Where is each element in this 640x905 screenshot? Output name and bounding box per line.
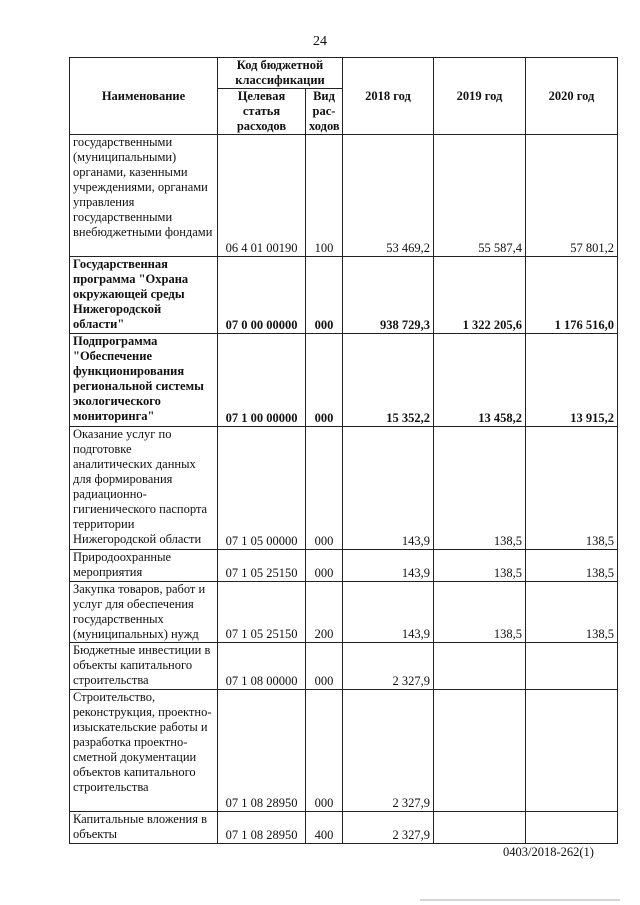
- row-2019: 1 322 205,6: [434, 257, 526, 334]
- row-expense-type: 400: [306, 812, 343, 844]
- row-code: 07 1 05 25150: [218, 582, 306, 643]
- row-2019: 55 587,4: [434, 135, 526, 257]
- row-name: Оказание услуг по подготовке аналитических данных для формирования радиационно-гигиенического паспорта территории Нижегородской области: [70, 427, 218, 550]
- row-2020: [526, 812, 618, 844]
- row-expense-type: 100: [306, 135, 343, 257]
- table-row: [70, 582, 618, 643]
- header-2020: 2020 год: [526, 58, 618, 135]
- scan-artifact-line: [420, 899, 620, 901]
- row-2020: 138,5: [526, 427, 618, 550]
- page-number: 24: [313, 34, 327, 49]
- table-row: [70, 812, 618, 844]
- row-name: Подпрограмма "Обеспечение функционирования региональной системы экологического мониторинга": [70, 334, 218, 427]
- row-2019: 138,5: [434, 550, 526, 582]
- header-name: Наименование: [70, 58, 218, 135]
- row-name: Строительство, реконструкция, проектно-изыскательские работы и разработка проектно-сметной документации объектов капитального строительства: [70, 690, 218, 812]
- row-2018: 2 327,9: [343, 643, 434, 690]
- row-expense-type: 000: [306, 550, 343, 582]
- row-code: 06 4 01 00190: [218, 135, 306, 257]
- row-2019: 138,5: [434, 582, 526, 643]
- row-code: 07 1 00 00000: [218, 334, 306, 427]
- table-row: [70, 135, 618, 257]
- row-expense-type: 200: [306, 582, 343, 643]
- table-row: [70, 334, 618, 427]
- row-expense-type: 000: [306, 257, 343, 334]
- table-row: [70, 690, 618, 812]
- row-2019: [434, 690, 526, 812]
- row-expense-type: 000: [306, 427, 343, 550]
- table-row: [70, 550, 618, 582]
- row-2018: 143,9: [343, 582, 434, 643]
- row-2020: 138,5: [526, 582, 618, 643]
- row-code: 07 1 08 00000: [218, 643, 306, 690]
- row-2019: [434, 643, 526, 690]
- row-2018: 2 327,9: [343, 690, 434, 812]
- row-2020: [526, 690, 618, 812]
- row-name: Закупка товаров, работ и услуг для обеспечения государственных (муниципальных) нужд: [70, 582, 218, 643]
- row-2019: 13 458,2: [434, 334, 526, 427]
- header-2019: 2019 год: [434, 58, 526, 135]
- row-code: 07 1 08 28950: [218, 812, 306, 844]
- row-2020: [526, 643, 618, 690]
- row-2019: 138,5: [434, 427, 526, 550]
- row-expense-type: 000: [306, 334, 343, 427]
- row-2018: 15 352,2: [343, 334, 434, 427]
- row-2018: 53 469,2: [343, 135, 434, 257]
- row-expense-type: 000: [306, 690, 343, 812]
- row-name: Природоохранные мероприятия: [70, 550, 218, 582]
- row-name: Бюджетные инвестиции в объекты капитального строительства: [70, 643, 218, 690]
- table-row: [70, 643, 618, 690]
- document-id: 0403/2018-262(1): [503, 845, 594, 859]
- row-2018: 2 327,9: [343, 812, 434, 844]
- header-2018: 2018 год: [343, 58, 434, 135]
- row-name: Капитальные вложения в объекты: [70, 812, 218, 844]
- header-code-group: Код бюджетной классификации: [218, 58, 343, 89]
- row-code: 07 1 08 28950: [218, 690, 306, 812]
- row-2020: 138,5: [526, 550, 618, 582]
- table-row: [70, 257, 618, 334]
- row-2018: 938 729,3: [343, 257, 434, 334]
- row-2020: 1 176 516,0: [526, 257, 618, 334]
- header-expense-type: Вид рас-ходов: [306, 89, 343, 135]
- row-name: государственными (муниципальными) органами, казенными учреждениями, органами управления государственными внебюджетными фондами: [70, 135, 218, 257]
- row-code: 07 1 05 25150: [218, 550, 306, 582]
- row-2020: 13 915,2: [526, 334, 618, 427]
- row-2018: 143,9: [343, 427, 434, 550]
- row-code: 07 0 00 00000: [218, 257, 306, 334]
- row-2019: [434, 812, 526, 844]
- row-expense-type: 000: [306, 643, 343, 690]
- budget-table: [69, 57, 618, 844]
- header-target-article: Целевая статья расходов: [218, 89, 306, 135]
- table-row: [70, 427, 618, 550]
- row-2020: 57 801,2: [526, 135, 618, 257]
- row-code: 07 1 05 00000: [218, 427, 306, 550]
- row-2018: 143,9: [343, 550, 434, 582]
- row-name: Государственная программа "Охрана окружающей среды Нижегородской области": [70, 257, 218, 334]
